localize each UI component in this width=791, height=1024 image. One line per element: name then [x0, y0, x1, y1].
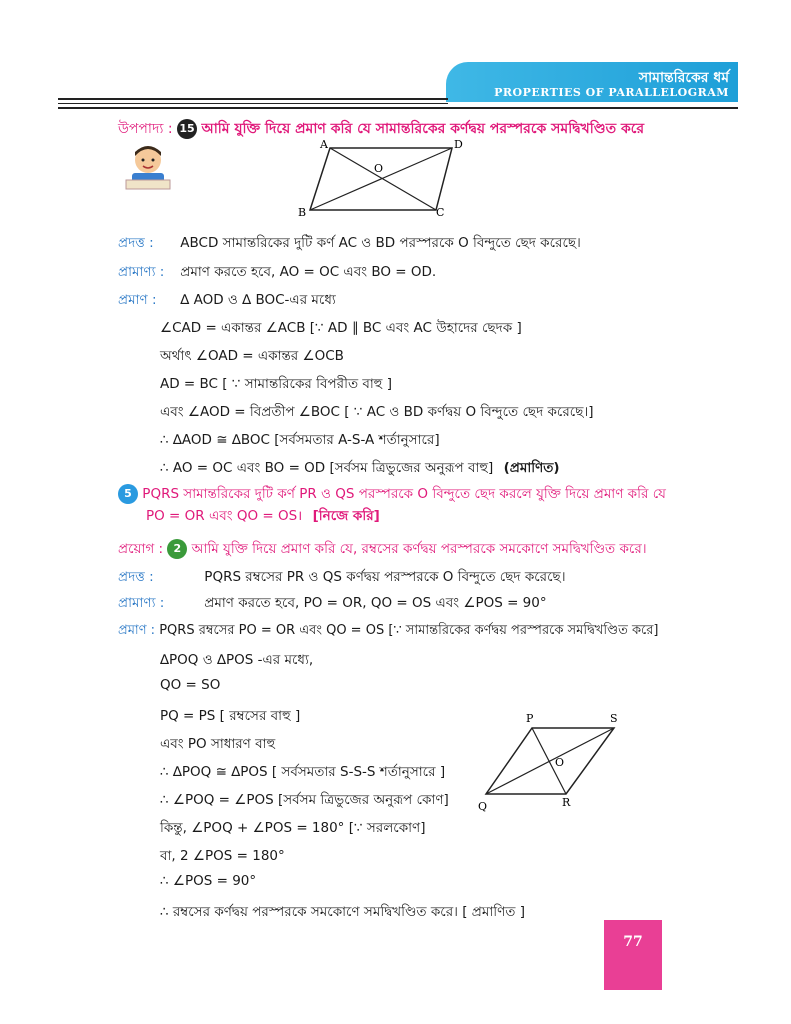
theorem-proof-row [118, 289, 336, 312]
proof-label: প্রমাণ : [118, 292, 157, 308]
header-rule-2 [58, 103, 448, 104]
page-number-box [604, 920, 662, 990]
page-number: 77 [623, 934, 643, 950]
exercise-line-2: PO = OR এবং QO = OS। [146, 508, 303, 524]
proved-mark: (প্রমাণিত) [503, 460, 560, 476]
app-proof-line-1: QO = SO [160, 677, 221, 693]
theorem-statement: আমি যুক্তি দিয়ে প্রমাণ করি যে সামান্তরিকের কর্ণদ্বয় পরস্পরকে সমদ্বিখণ্ডিত করে [201, 121, 645, 137]
diagonal-qs [486, 728, 614, 794]
app-proof-line-4: ∴ ∆POQ ≅ ∆POS [ সর্বসমতার S-S-S শর্তানুসারে ] [160, 764, 446, 780]
app-proof-line-8: ∴ ∠POS = 90° [160, 873, 257, 889]
app-proof-line-2: PQ = PS [ রম্বসের বাহু ] [160, 708, 301, 724]
application-toprove-row [118, 592, 547, 615]
app-proof-line-7: বা, 2 ∠POS = 180° [160, 848, 285, 864]
exercise-row-2 [146, 505, 380, 528]
proof-line-0: ∆ AOD ও ∆ BOC-এর মধ্যে [180, 292, 336, 308]
app-proof-label: প্রমাণ : [118, 623, 156, 638]
header-title-bn: সামান্তরিকের ধর্ম [638, 70, 729, 86]
app-proof-line-9: ∴ রম্বসের কর্ণদ্বয় পরস্পরকে সমকোণে সমদ্বিখণ্ডিত করে। [ প্রমাণিত ] [160, 904, 525, 920]
app-proof-line-5: ∴ ∠POQ = ∠POS [সর্বসম ত্রিভুজের অনুরূপ কোণ] [160, 792, 449, 808]
proof-line-3: AD = BC [ ∵ সামান্তরিকের বিপরীত বাহু ] [160, 376, 392, 392]
theorem-given-row [118, 232, 581, 255]
parallelogram-abcd-figure [296, 138, 476, 220]
label-p: P [526, 712, 534, 725]
label-s: S [610, 712, 618, 725]
application-proof-row [118, 621, 659, 642]
app-given-label: প্রদত্ত : [118, 569, 154, 585]
app-toprove-text: প্রমাণ করতে হবে, PO = OR, QO = OS এবং ∠POS = 90° [204, 595, 547, 611]
label-b: B [298, 206, 307, 219]
label-q: Q [478, 800, 488, 813]
application-given-row [118, 566, 566, 589]
proof-line-6: ∴ AO = OC এবং BO = OD [সর্বসম ত্রিভুজের অনুরূপ বাহু] [160, 460, 494, 476]
diagonal-bd [310, 148, 452, 210]
app-toprove-label: প্রামাণ্য : [118, 595, 165, 611]
given-text: ABCD সামান্তরিকের দুটি কর্ণ AC ও BD পরস্পরকে O বিন্দুতে ছেদ করেছে। [180, 235, 581, 251]
proof-line-5: ∴ ∆AOD ≅ ∆BOC [সর্বসমতার A-S-A শর্তানুসারে] [160, 432, 440, 448]
theorem-label: উপপাদ্য : [118, 121, 173, 137]
header-rule-1 [58, 98, 448, 100]
application-number-badge: 2 [167, 539, 187, 559]
app-proof-line-6: কিন্তু, ∠POQ + ∠POS = 180° [∵ সরলকোণ] [160, 820, 426, 836]
given-label: প্রদত্ত : [118, 235, 154, 251]
label-o2: O [555, 756, 565, 769]
proof-line-4: এবং ∠AOD = বিপ্রতীপ ∠BOC [ ∵ AC ও BD কর্ণদ্বয় O বিন্দুতে ছেদ করেছে।] [160, 404, 594, 420]
exercise-line-1: PQRS সামান্তরিকের দুটি কর্ণ PR ও QS পরস্পরকে O বিন্দুতে ছেদ করলে যুক্তি দিয়ে প্রমাণ করি যে [142, 486, 666, 502]
theorem-toprove-row [118, 261, 436, 284]
label-r: R [562, 796, 571, 809]
child-reading-illustration [122, 140, 174, 192]
exercise-number-badge: 5 [118, 484, 138, 504]
toprove-label: প্রামাণ্য : [118, 264, 165, 280]
exercise-row-1 [118, 483, 666, 506]
label-d: D [454, 138, 463, 151]
app-given-text: PQRS রম্বসের PR ও QS কর্ণদ্বয় পরস্পরকে O বিন্দুতে ছেদ করেছে। [204, 569, 566, 585]
application-label: প্রয়োগ : [118, 541, 164, 557]
application-heading [118, 538, 647, 561]
label-o: O [374, 162, 384, 175]
rhombus-pqrs-figure [476, 706, 636, 818]
label-a: A [320, 138, 328, 151]
header-title-en: PROPERTIES OF PARALLELOGRAM [494, 86, 729, 99]
exercise-self-tag: [নিজে করি] [312, 508, 380, 524]
theorem-number-badge: 15 [177, 119, 197, 139]
label-c: C [436, 206, 445, 219]
app-proof-line-3: এবং PO সাধারণ বাহু [160, 736, 276, 752]
app-proof-line-0: ∆POQ ও ∆POS -এর মধ্যে, [160, 652, 314, 668]
app-proof-first: PQRS রম্বসের PO = OR এবং QO = OS [∵ সামান্তরিকের কর্ণদ্বয় পরস্পরকে সমদ্বিখণ্ডিত করে] [159, 623, 659, 638]
diagonal-ac [330, 148, 436, 210]
proof-line-1: ∠CAD = একান্তর ∠ACB [∵ AD ∥ BC এবং AC উহাদের ছেদক ] [160, 320, 522, 336]
toprove-text: প্রমাণ করতে হবে, AO = OC এবং BO = OD. [180, 264, 437, 280]
header-rule-3 [58, 107, 738, 109]
proof-line-6-row [160, 457, 560, 480]
application-statement: আমি যুক্তি দিয়ে প্রমাণ করি যে, রম্বসের কর্ণদ্বয় পরস্পরকে সমকোণে সমদ্বিখণ্ডিত করে। [191, 541, 647, 557]
proof-line-2: অর্থাৎ ∠OAD = একান্তর ∠OCB [160, 348, 344, 364]
